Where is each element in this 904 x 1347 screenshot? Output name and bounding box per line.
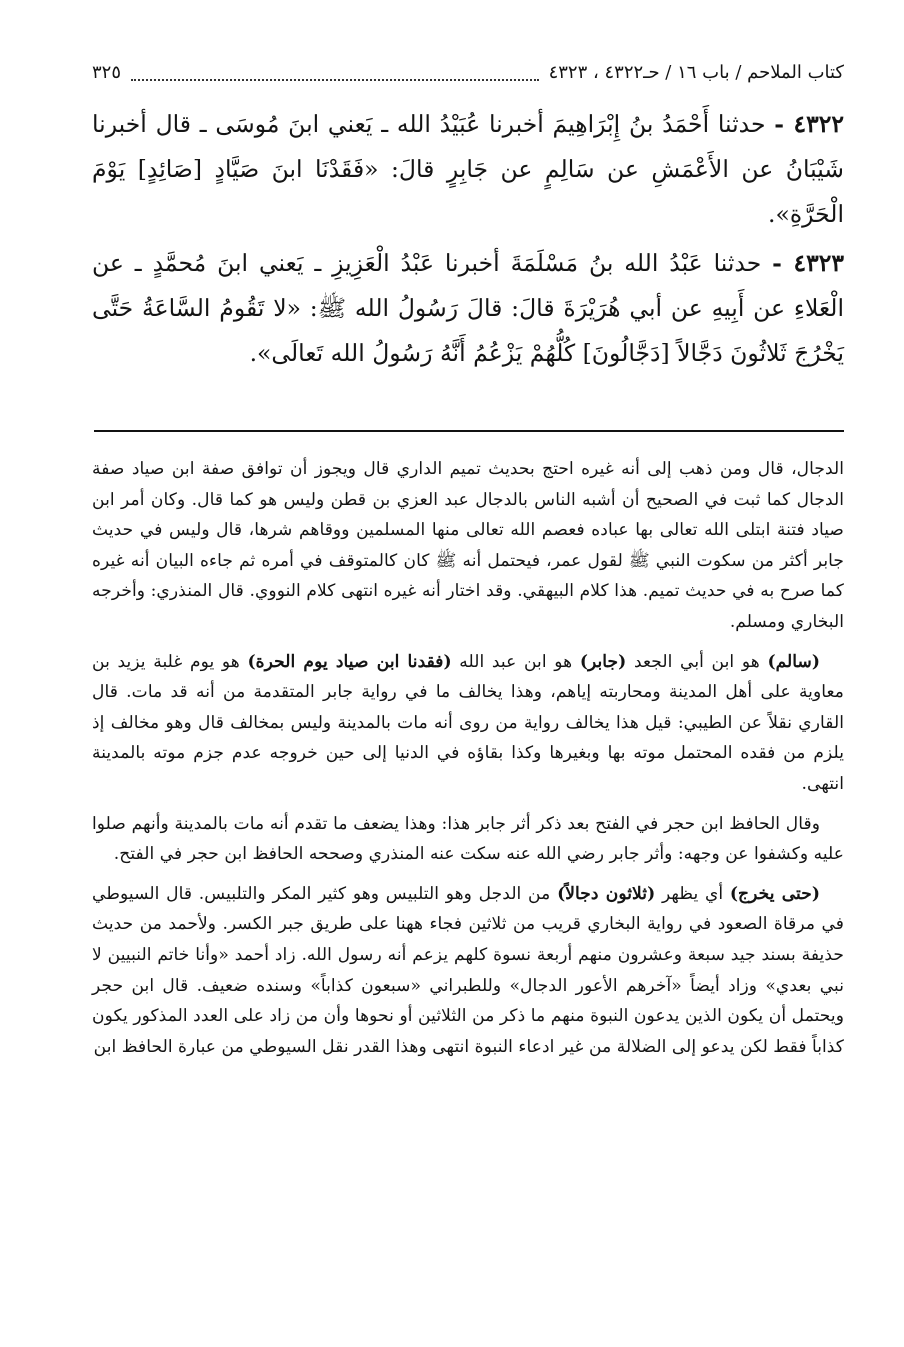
commentary-paragraph-2 <box>92 647 844 800</box>
gloss-term: (سالم) <box>767 651 821 672</box>
gloss-term: (فقدنا ابن صياد يوم الحرة) <box>247 651 452 672</box>
gloss-term: (جابر) <box>579 651 627 672</box>
gloss-text: أي يظهر <box>661 883 724 904</box>
hadith-text: حدثنا أَحْمَدُ بنُ إِبْرَاهِيمَ أخبرنا عُبَيْدُ الله ـ يَعني ابنَ مُوسَى ـ قال أخبرنا شَيْبَانُ عن الأَعْمَشِ عن سَالِمٍ عن جَابِرٍ قالَ: «فَقَدْنَا ابنَ صَيَّادٍ [صَائِدٍ] يَوْمَ الْحَرَّةِ». <box>92 110 844 228</box>
hadith-4322 <box>92 102 844 237</box>
hadith-text: حدثنا عَبْدُ الله بنُ مَسْلَمَةَ أخبرنا عَبْدُ الْعَزِيزِ ـ يَعني ابنَ مُحمَّدٍ ـ عن الْعَلاءِ عن أَبِيهِ عن أبي هُرَيْرَةَ قالَ: قالَ رَسُولُ الله ﷺ: «لا تَقُومُ السَّاعَةُ حَتَّى يَخْرُجَ ثَلاثُونَ دَجَّالاً [دَجَّالُونَ] كُلُّهُمْ يَزْعُمُ أَنَّهُ رَسُولُ الله تَعالَى». <box>92 249 844 367</box>
commentary-paragraph-4 <box>92 879 844 1063</box>
commentary-paragraph-1: الدجال، قال ومن ذهب إلى أنه غيره احتج بحديث تميم الداري قال ويجوز أن توافق صفة ابن صياد صفة الدجال كما ثبت في الصحيح أن أشبه الناس بالدجال عبد العزي بن قطن وليس هو كما قال. وكان أمر ابن صياد فتنة ابتلى الله تعالى بها عباده فعصم الله تعالى منها المسلمين ووقاهم شرها، قال وليس في حديث جابر أكثر من سكوت النبي ﷺ لقول عمر، فيحتمل أنه ﷺ كان كالمتوقف في أمره ثم جاءه البيان أنه غيره كما صرح به في حديث تميم. هذا كلام البيهقي. وقد اختار أنه غيره انتهى كلام النووي. قال المنذري: وأخرجه البخاري ومسلم. <box>92 459 844 632</box>
gloss-term: (حتى يخرج) <box>729 883 820 904</box>
gloss-text: هو ابن أبي الجعد <box>633 651 760 672</box>
gloss-term: (ثلاثون دجالاً) <box>557 883 656 904</box>
page-header <box>92 58 844 88</box>
commentary <box>92 454 844 1071</box>
hadith-4323 <box>92 241 844 376</box>
page <box>92 58 844 1298</box>
gloss-text: من الدجل وهو التلبيس وهو كثير المكر والتلبيس. قال السيوطي في مرقاة الصعود في رواية البخاري قريب من ثلاثين فجاء ههنا على طريق جبر الكسر. ولأحمد من حديث حذيفة بسند جيد سبعة وعشرون منهم أربعة نسوة كلهم يزعم أنه رسول الله. زاد أحمد «وأنا خاتم النبيين لا نبي بعدي» وزاد أيضاً «آخرهم الأعور الدجال» وللطبراني «سبعون كذاباً» وسنده ضعيف. قال ابن حجر ويحتمل أن يكون الذين يدعون النبوة منهم ما ذكر من الثلاثين أو نحوها وأن من زاد على العدد المذكور يكون كذاباً فقط لكن يدعو إلى الضلالة من غير ادعاء النبوة انتهى وهذا القدر نقل السيوطي من عبارة الحافظ ابن <box>92 883 844 1057</box>
header-title: كتاب الملاحم / باب ١٦ / حـ٤٣٢٢ ، ٤٣٢٣ <box>548 62 844 83</box>
dotted-leader <box>131 71 539 81</box>
commentary-paragraph-3: وقال الحافظ ابن حجر في الفتح بعد ذكر أثر جابر هذا: وهذا يضعف ما تقدم أنه مات بالمدينة وأنهم صلوا عليه وكشفوا عن وجهه: وأثر جابر رضي الله عنه سكت عنه المنذري وصححه الحافظ ابن حجر في الفتح. <box>92 813 844 865</box>
hadith-number: ٤٣٢٢ - <box>774 110 844 138</box>
hadith-number: ٤٣٢٣ - <box>772 249 844 277</box>
gloss-text: هو ابن عبد الله <box>459 651 573 672</box>
gloss-text: هو يوم غلبة يزيد بن معاوية على أهل المدينة ومحاربته إياهم، وهذا يخالف ما في رواية جابر المتقدمة من أنه قد مات. قال القاري نقلاً عن الطيبي: قيل هذا يخالف رواية من روى أنه مات بالمدينة وليس بمخالف قال وهو مخالف إذ يلزم من فقده المحتمل موته بها وبغيرها وكذا بقاؤه في الدنيا إلى حين خروجه عدم جزم موته بالمدينة انتهى. <box>92 651 844 794</box>
footnote-separator <box>94 430 844 432</box>
page-number: ٣٢٥ <box>92 62 122 83</box>
